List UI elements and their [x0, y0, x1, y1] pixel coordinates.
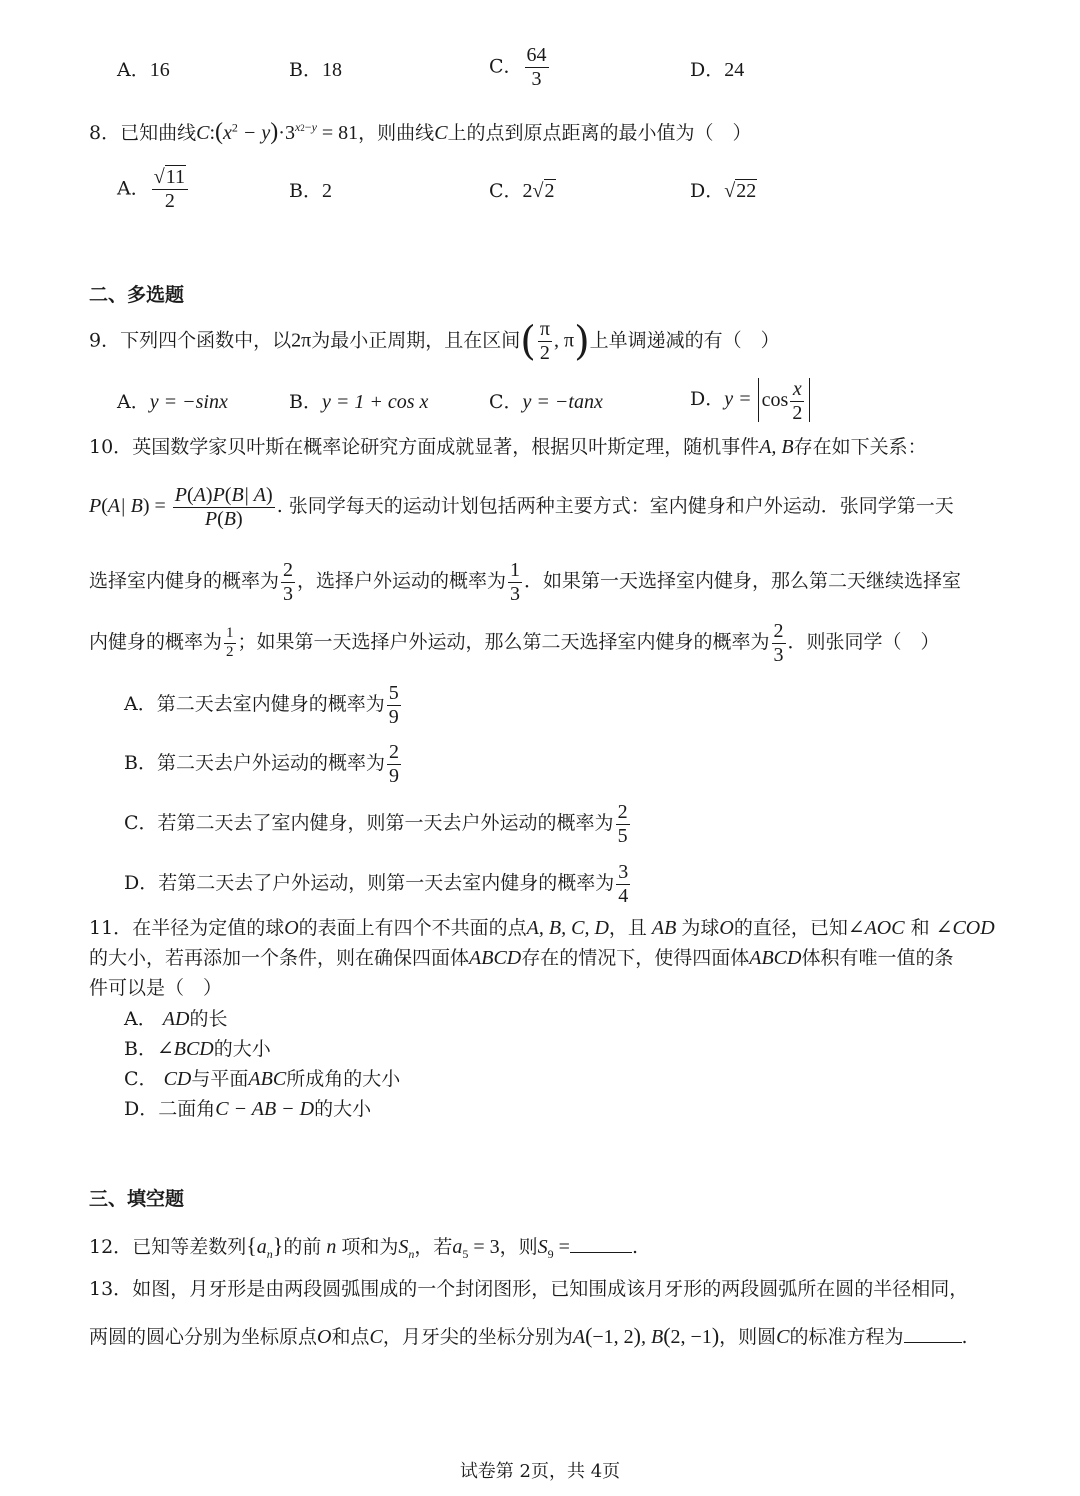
q10-option-a: A．第二天去室内健身的概率为 $\frac{5}{9}$ [124, 681, 399, 728]
q8-option-d: D．√22 [690, 180, 757, 202]
q10-line2: P(A| B) = $\frac{P(A)P(B| A)}{P(B)}$ . 张同学每天的运动计划包括两种主要方式：室内健身和户外运动．张同学第一天 [89, 483, 954, 530]
q11-line1: 11．在半径为定值的球O的表面上有四个不共面的点A, B, C, D，且 AB 为球O的直径，已知∠AOC 和 ∠COD [89, 917, 995, 939]
page-footer: 试卷第 2页，共 4页 [459, 1461, 621, 1482]
q11-option-c: C． CD与平面ABC所成角的大小 [124, 1068, 401, 1090]
section-title-multiple-choice: 二、多选题 [89, 284, 185, 306]
q12-stem: 12．已知等差数列$\{a_n\}$的前 n 项和为$S_n$，若$a_5 = 3$，则$S_9$ = . [89, 1233, 638, 1261]
q11-option-b: B．∠BCD的大小 [124, 1038, 271, 1060]
q10-line4: 内健身的概率为 $\frac{1}{2}$ ；如果第一天选择户外运动，那么第二天选择室内健身的概率为 $\frac{2}{3}$ ．则张同学（ ） [89, 619, 940, 666]
q11-line3: 件可以是（ ） [89, 977, 223, 999]
q8-option-c: C．2√2 [489, 180, 555, 202]
q7-option-d: D．24 [690, 59, 745, 81]
q13-line2: 两圆的圆心分别为坐标原点O和点C，月牙尖的坐标分别为A(−1, 2), B(2, −1)，则圆C的标准方程为 . [89, 1323, 968, 1348]
q12-answer-blank [570, 1234, 632, 1253]
q10-option-b: B．第二天去户外运动的概率为 $\frac{2}{9}$ [124, 740, 399, 787]
q9-option-d: D．y = cos $\frac{x}{2}$ [690, 378, 810, 422]
q9-stem: 9．下列四个函数中，以2π为最小正周期，且在区间( $\frac{\pi}{2}$ , π)上单调递减的有（ ） [89, 318, 780, 365]
q8-stem: 8．已知曲线$C:(x^2 - y)\cdot 3^{x2-y} = 81$，则曲线C上的点到原点距离的最小值为（ ） [89, 119, 752, 145]
section-title-fill-blank: 三、填空题 [89, 1188, 185, 1210]
q13-line1: 13．如图，月牙形是由两段圆弧围成的一个封闭图形，已知围成该月牙形的两段圆弧所在圆的半径相同， [89, 1278, 969, 1300]
q11-option-d: D．二面角C − AB − D的大小 [124, 1098, 372, 1120]
q9-option-c: C．y = −tanx [489, 391, 603, 413]
q10-option-d: D．若第二天去了户外运动，则第一天去室内健身的概率为 $\frac{3}{4}$ [124, 860, 629, 907]
q10-line1: 10．英国数学家贝叶斯在概率论研究方面成就显著，根据贝叶斯定理，随机事件A, B存在如下关系： [89, 436, 927, 458]
q7-option-b: B．18 [289, 59, 342, 81]
q9-option-a: A．y = −sinx [117, 391, 228, 413]
q8-option-a: A． $\frac{√11}{2}$ [117, 166, 190, 213]
q7-option-c: C． $\frac{64}{3}$ [489, 44, 547, 90]
q8-option-b: B．2 [289, 180, 332, 202]
q11-line2: 的大小，若再添加一个条件，则在确保四面体ABCD存在的情况下，使得四面体ABCD体积有唯一值的条 [89, 947, 954, 969]
q10-option-c: C．若第二天去了室内健身，则第一天去户外运动的概率为 $\frac{2}{5}$ [124, 800, 628, 847]
q9-option-b: B．y = 1 + cos x [289, 391, 429, 413]
q7-option-a: A．16 [117, 59, 170, 81]
q10-line3: 选择室内健身的概率为 $\frac{2}{3}$ ，选择户外运动的概率为 $\frac{1}{3}$ ．如果第一天选择室内健身，那么第二天继续选择室 [89, 558, 962, 605]
q13-answer-blank [904, 1324, 962, 1343]
q11-option-a: A． AD的长 [124, 1008, 228, 1030]
